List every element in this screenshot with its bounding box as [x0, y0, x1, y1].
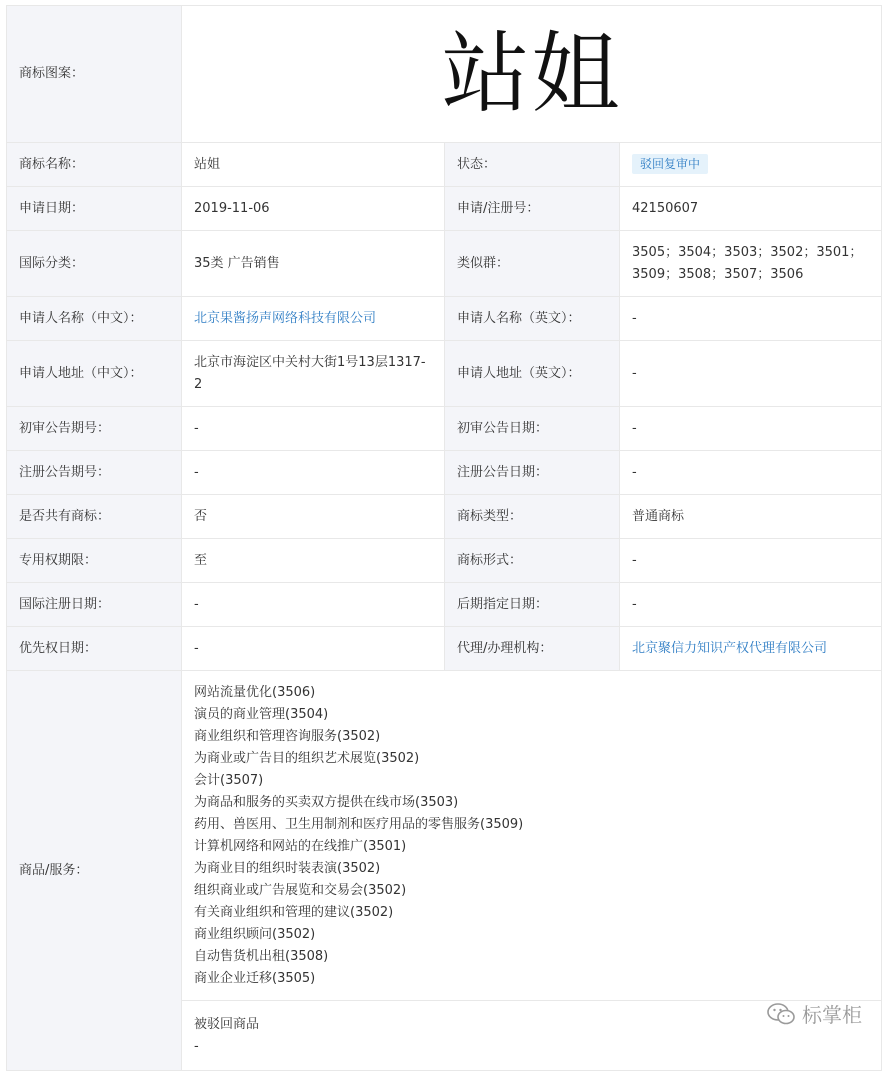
value-prelim-no: - — [182, 407, 445, 451]
goods-item: 商业组织顾问(3502) — [194, 926, 316, 942]
row-applicant — [7, 297, 882, 341]
trademark-image — [182, 6, 882, 143]
value-reg-no: 42150607 — [620, 187, 882, 231]
label-later-date: 后期指定日期： — [445, 583, 620, 627]
goods-item: 为商业或广告目的组织艺术展览(3502) — [194, 750, 420, 766]
value-shared: 否 — [182, 495, 445, 539]
value-similar-group: 3505；3504；3503；3502；3501；3509；3508；3507；3506 — [620, 231, 882, 297]
row-term — [7, 539, 882, 583]
rejected-title: 被驳回商品 — [194, 1016, 260, 1032]
label-reg-pub-date: 注册公告日期： — [445, 451, 620, 495]
label-pattern: 商标图案： — [7, 6, 182, 143]
label-similar-group: 类似群： — [445, 231, 620, 297]
value-later-date: - — [620, 583, 882, 627]
goods-item: 演员的商业管理(3504) — [194, 706, 329, 722]
wechat-icon — [766, 1001, 796, 1027]
row-class — [7, 231, 882, 297]
label-applicant-cn: 申请人名称（中文）： — [7, 297, 182, 341]
value-priority-date: - — [182, 627, 445, 671]
label-name: 商标名称： — [7, 143, 182, 187]
row-intl-reg — [7, 583, 882, 627]
value-intl-reg-date: - — [182, 583, 445, 627]
goods-item: 为商业目的组织时装表演(3502) — [194, 860, 381, 876]
goods-item: 商业企业迁移(3505) — [194, 970, 316, 986]
value-mark-form: - — [620, 539, 882, 583]
value-applicant-en: - — [620, 297, 882, 341]
goods-item: 商业组织和管理咨询服务(3502) — [194, 728, 381, 744]
value-intl-class: 35类 广告销售 — [182, 231, 445, 297]
row-address — [7, 341, 882, 407]
goods-item: 药用、兽医用、卫生用制剂和医疗用品的零售服务(3509) — [194, 816, 524, 832]
watermark — [766, 999, 862, 1028]
label-prelim-date: 初审公告日期： — [445, 407, 620, 451]
label-reg-no: 申请/注册号： — [445, 187, 620, 231]
goods-item: 组织商业或广告展览和交易会(3502) — [194, 882, 407, 898]
goods-item: 为商品和服务的买卖双方提供在线市场(3503) — [194, 794, 459, 810]
trademark-info-table — [6, 5, 882, 1071]
value-address-cn: 北京市海淀区中关村大街1号13层1317-2 — [182, 341, 445, 407]
row-shared — [7, 495, 882, 539]
row-goods — [7, 671, 882, 1001]
value-mark-type: 普通商标 — [620, 495, 882, 539]
label-prelim-no: 初审公告期号： — [7, 407, 182, 451]
goods-item: 网站流量优化(3506) — [194, 684, 316, 700]
label-mark-type: 商标类型： — [445, 495, 620, 539]
status-badge: 驳回复审中 — [632, 154, 708, 174]
label-goods: 商品/服务： — [7, 671, 182, 1071]
label-priority-date: 优先权日期： — [7, 627, 182, 671]
row-date — [7, 187, 882, 231]
agency-link[interactable]: 北京聚信力知识产权代理有限公司 — [632, 640, 828, 656]
value-apply-date: 2019-11-06 — [182, 187, 445, 231]
value-term: 至 — [182, 539, 445, 583]
value-prelim-date: - — [620, 407, 882, 451]
label-mark-form: 商标形式： — [445, 539, 620, 583]
value-reg-pub-no: - — [182, 451, 445, 495]
row-priority — [7, 627, 882, 671]
label-intl-class: 国际分类： — [7, 231, 182, 297]
label-address-cn: 申请人地址（中文）： — [7, 341, 182, 407]
value-address-en: - — [620, 341, 882, 407]
goods-item: 计算机网络和网站的在线推广(3501) — [194, 838, 407, 854]
goods-list — [182, 671, 882, 1001]
row-name — [7, 143, 882, 187]
row-prelim — [7, 407, 882, 451]
label-intl-reg-date: 国际注册日期： — [7, 583, 182, 627]
goods-item: 有关商业组织和管理的建议(3502) — [194, 904, 394, 920]
rejected-value: - — [194, 1038, 199, 1054]
label-shared: 是否共有商标： — [7, 495, 182, 539]
label-applicant-en: 申请人名称（英文）： — [445, 297, 620, 341]
label-term: 专用权期限： — [7, 539, 182, 583]
label-reg-pub-no: 注册公告期号： — [7, 451, 182, 495]
applicant-cn-link[interactable]: 北京果酱扬声网络科技有限公司 — [194, 310, 377, 326]
value-reg-pub-date: - — [620, 451, 882, 495]
row-reg-pub — [7, 451, 882, 495]
trademark-logo-text: 站姐 — [441, 22, 622, 125]
goods-item: 会计(3507) — [194, 772, 264, 788]
row-pattern — [7, 6, 882, 143]
watermark-text: 标掌柜 — [802, 1003, 862, 1027]
goods-item: 自动售货机出租(3508) — [194, 948, 329, 964]
label-apply-date: 申请日期： — [7, 187, 182, 231]
label-address-en: 申请人地址（英文）： — [445, 341, 620, 407]
value-name: 站姐 — [182, 143, 445, 187]
label-agency: 代理/办理机构： — [445, 627, 620, 671]
label-status: 状态： — [445, 143, 620, 187]
